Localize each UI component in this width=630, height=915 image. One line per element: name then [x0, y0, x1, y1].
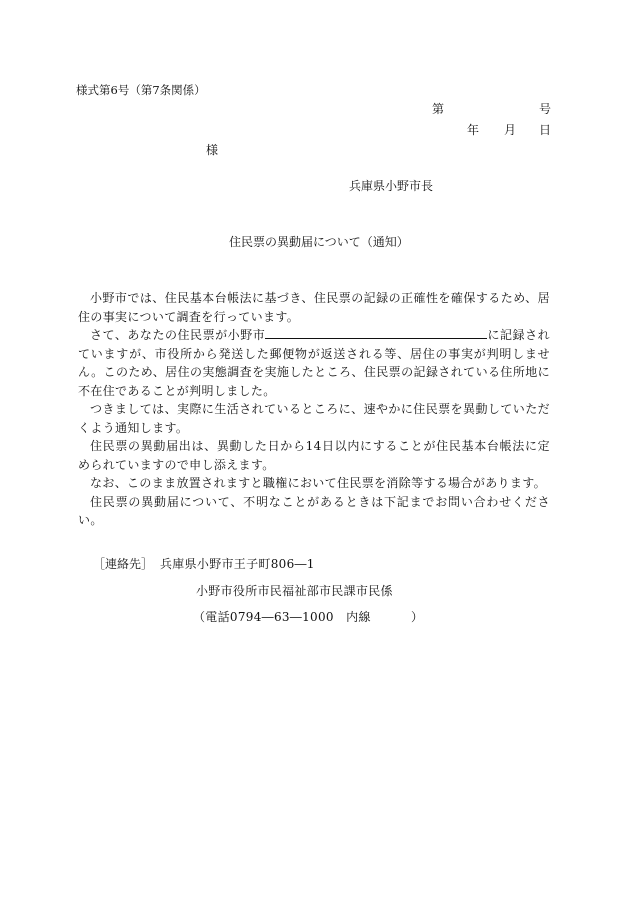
- contact-office: 小野市役所市民福祉部市民課市民係: [196, 584, 393, 598]
- contact-address: 兵庫県小野市王子町806―1: [160, 557, 315, 571]
- body-paragraph-2: [78, 326, 550, 400]
- document-number-suffix: 号: [539, 102, 552, 116]
- body-paragraph-3: つきましては、実際に生活されているところに、速やかに住民票を異動していただくよう通知します。: [78, 402, 550, 435]
- document-number-prefix: 第: [432, 102, 445, 116]
- body-paragraph-1: 小野市では、住民基本台帳法に基づき、住民票の記録の正確性を確保するため、居住の事実について調査を行っています。: [78, 291, 550, 324]
- date-month-label: 月: [504, 123, 517, 137]
- date-year-label: 年: [467, 123, 480, 137]
- notice-body: [78, 289, 550, 530]
- addressee-honorific: 様: [206, 143, 219, 157]
- address-blank-line: [265, 326, 487, 339]
- sender-name: 兵庫県小野市長: [349, 179, 434, 193]
- contact-label: ［連絡先］: [93, 557, 154, 571]
- body-paragraph-2-start: さて、あなたの住民票が小野市: [90, 328, 266, 342]
- form-number: 様式第6号（第7条関係）: [76, 83, 206, 97]
- document-title: 住民票の異動届について（通知）: [229, 235, 409, 249]
- body-paragraph-6: 住民票の異動届について、不明なことがあるときは下記までお問い合わせください。: [78, 494, 550, 527]
- date-day-label: 日: [539, 123, 552, 137]
- body-paragraph-4: 住民票の異動届出は、異動した日から14日以内にすることが住民基本台帳法に定められていますので申し添えます。: [78, 439, 550, 472]
- body-paragraph-2-rest: に記録されていますが、市役所から発送した郵便物が返送される等、居住の事実が判明しません。このため、居住の実態調査を実施したところ、住民票の記録されている住所地に不在住であることが判明しました。: [78, 328, 550, 398]
- contact-phone: （電話0794―63―1000 内線: [193, 610, 371, 624]
- contact-phone-close: ）: [411, 610, 424, 624]
- body-paragraph-5: なお、このまま放置されますと職権において住民票を消除等する場合があります。: [90, 476, 546, 490]
